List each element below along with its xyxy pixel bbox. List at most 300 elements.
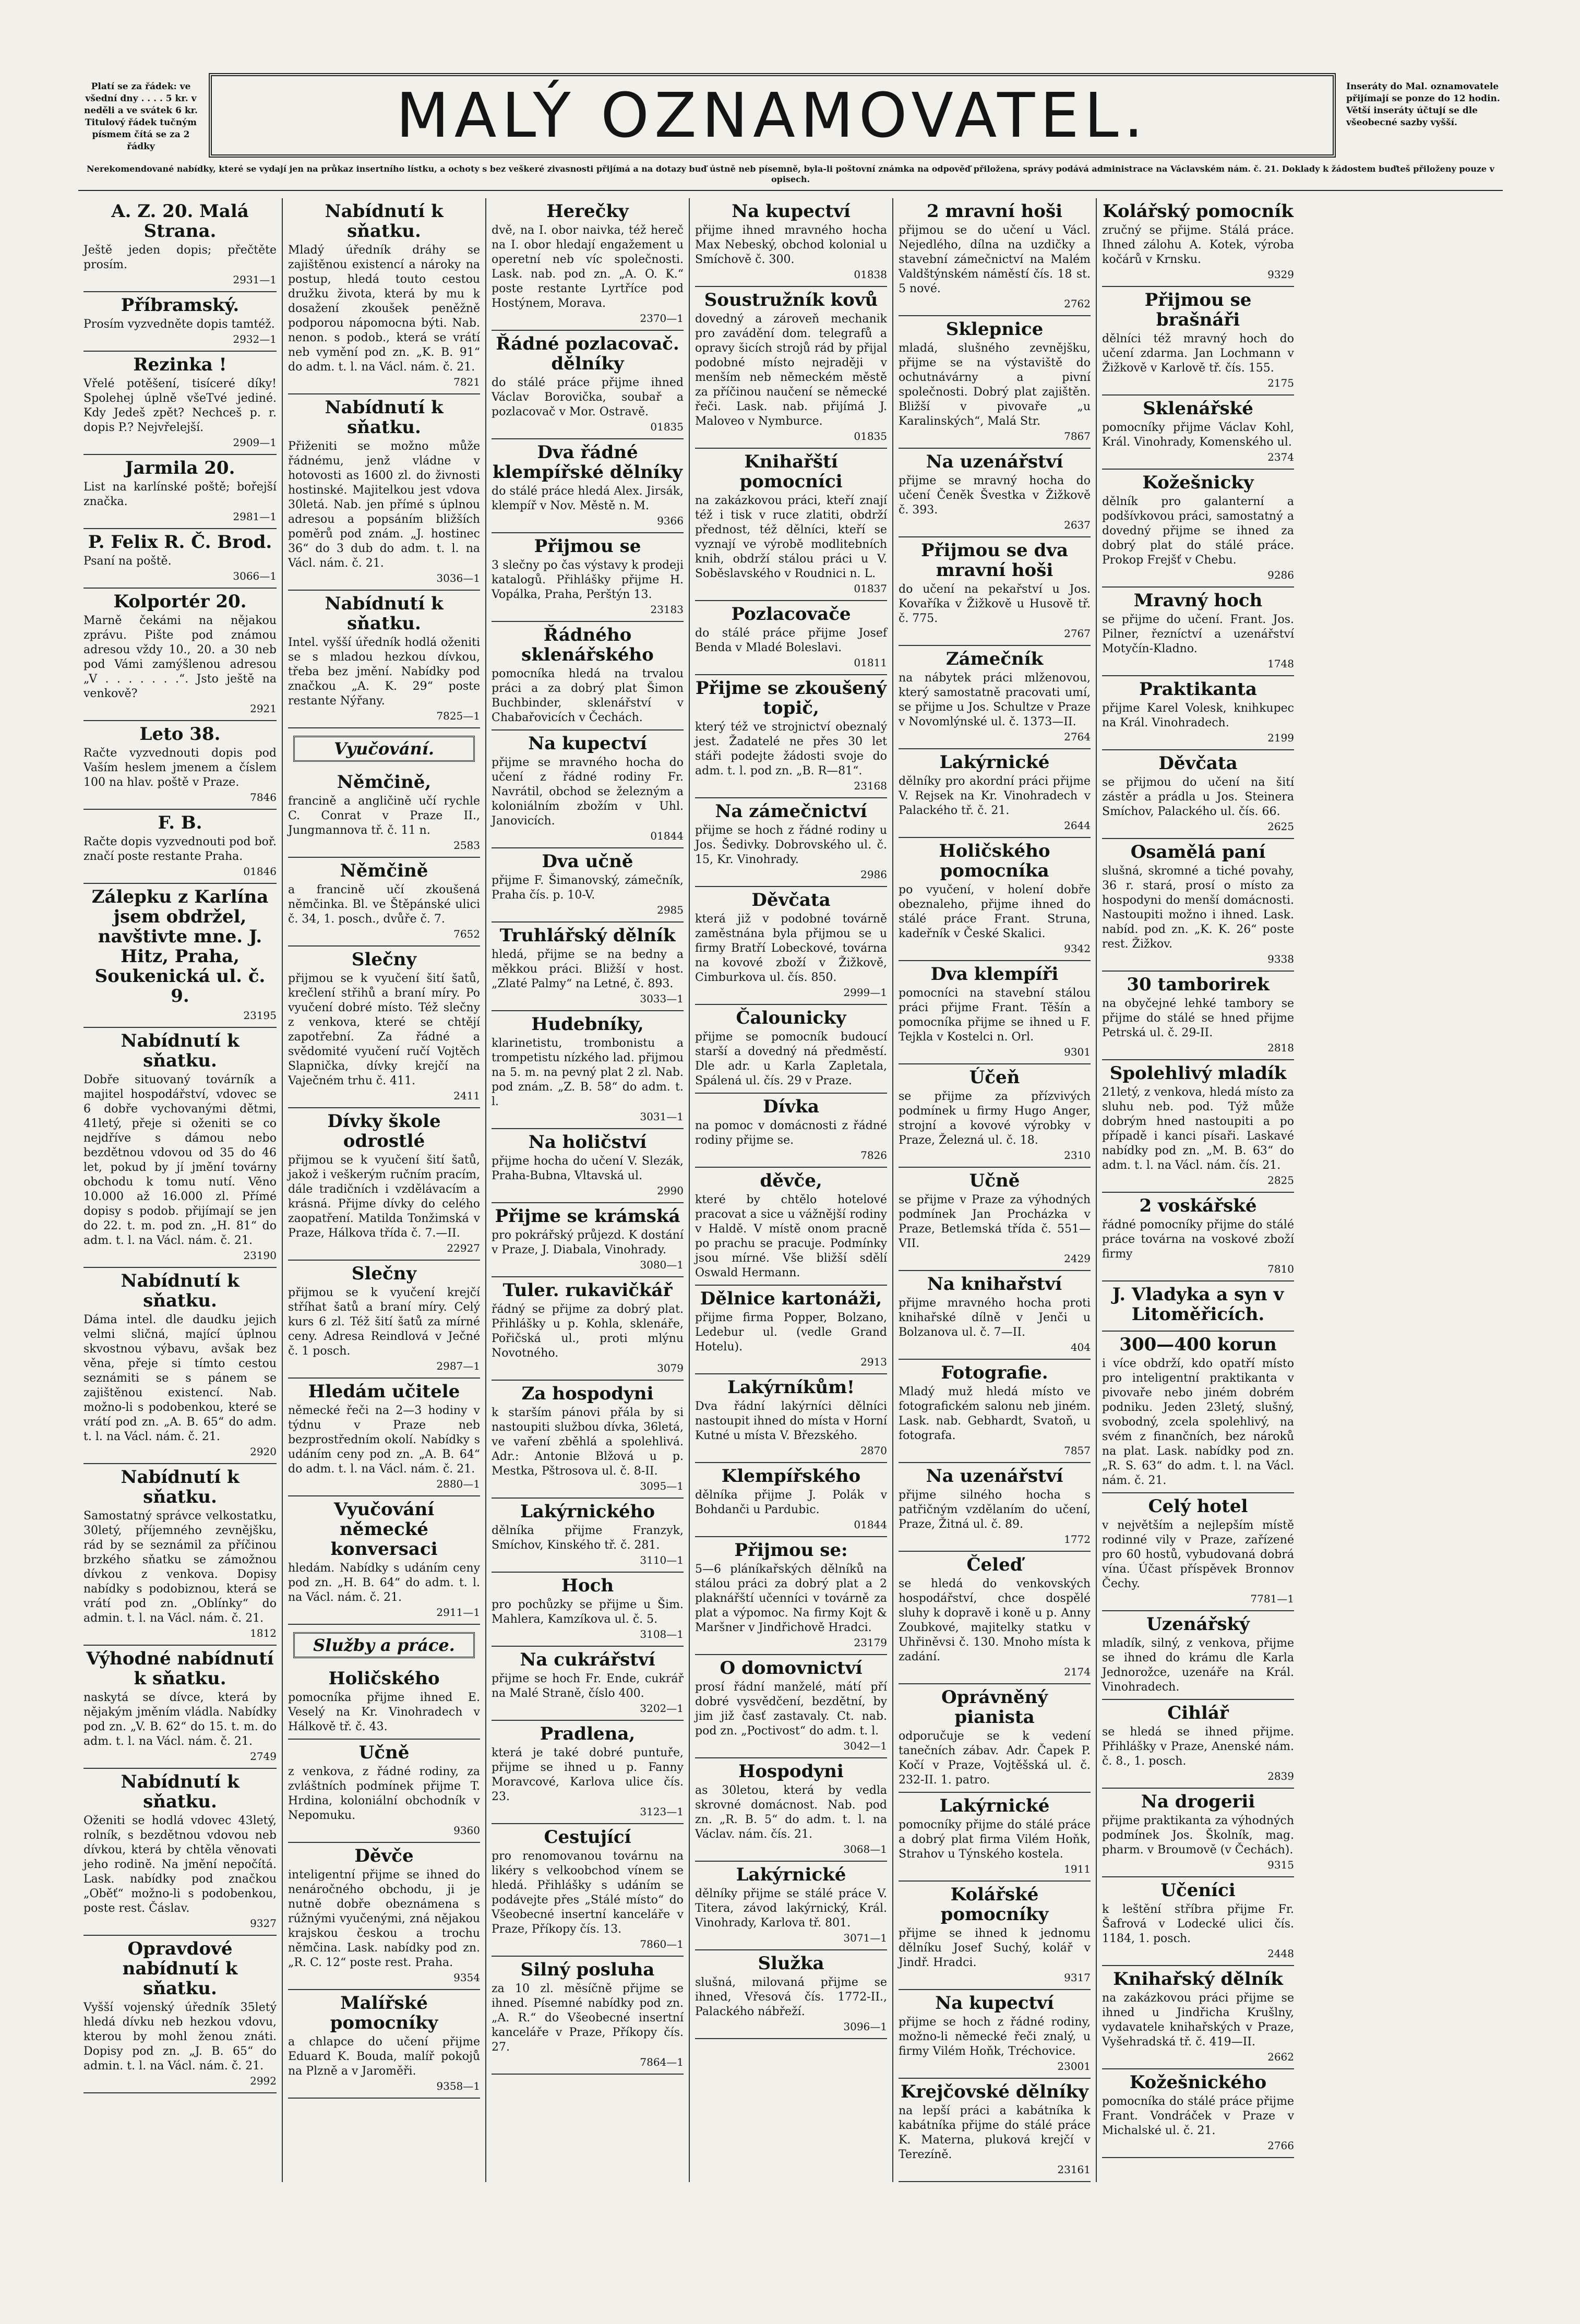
ad-text: která je také dobré puntuře, přijme se ihned u p. Fanny Moravcové, Karlova ulice čís. 23. xyxy=(492,1746,684,1803)
ad-text: za 10 zl. měsíčně přijme se ihned. Písemné nabídky pod zn. „A. R.“ do Všeobecné insertní kanceláře v Praze, Příkopy čís. 27. xyxy=(492,1982,684,2054)
ad-title: 300—400 korun xyxy=(1119,1334,1277,1355)
ad-number: 2990 xyxy=(657,1184,684,1197)
classified-ad xyxy=(83,352,277,455)
ad-title: 30 tamborirek xyxy=(1127,974,1270,995)
classified-ad xyxy=(83,1936,277,2093)
ad-title: Uzenářský xyxy=(1146,1614,1250,1635)
ad-number: 3095—1 xyxy=(640,1480,684,1492)
classified-ad xyxy=(899,838,1091,961)
classified-ad xyxy=(83,884,277,1028)
ad-title: Na kupectví xyxy=(935,1993,1054,2014)
classified-ad xyxy=(899,537,1091,646)
classified-ad xyxy=(83,455,277,529)
ad-title: Na holičství xyxy=(528,1132,647,1153)
ad-title: A. Z. 20. Malá Strana. xyxy=(111,201,249,242)
classified-ad xyxy=(899,1882,1091,1990)
ad-number: 01844 xyxy=(854,1518,887,1531)
title-frame xyxy=(209,73,1336,158)
ad-text: naskytá se dívce, která by nějakým jměním vládla. Nabídky pod zn. „V. B. 62“ do 15. t. m. do adm. t. l. na Václ. nám. č. 21. xyxy=(83,1691,277,1748)
ad-title: Děvčata xyxy=(751,890,831,911)
ad-title: Malířské pomocníky xyxy=(330,1993,438,2033)
classified-ad xyxy=(492,1957,684,2075)
ad-number: 2625 xyxy=(1267,820,1294,833)
ad-text: dělníka přijme J. Polák v Bohdanči u Pardubic. xyxy=(695,1489,887,1516)
classified-ad xyxy=(899,1684,1091,1793)
ad-text: Ještě jeden dopis; přečtěte prosím. xyxy=(83,244,277,271)
ad-text: do stálé práce přijme Josef Benda v Mladé Boleslavi. xyxy=(695,627,887,654)
classified-ad xyxy=(83,721,277,810)
classified-ad xyxy=(83,292,277,352)
column-4 xyxy=(689,198,892,2182)
ad-title: Oprávněný pianista xyxy=(941,1687,1048,1728)
ad-number: 9315 xyxy=(1267,1859,1294,1871)
ad-text: v největším a nejlepším místě rodinné vily v Praze, zařízené pro 60 hostů, vybudovaná dobrá vína. Účast příspěvek Bronnov Čechy. xyxy=(1102,1519,1294,1590)
ad-text: pomocníka přijme ihned E. Veselý na Kr. Vinohradech v Hálkově tř. č. 43. xyxy=(288,1691,480,1733)
ad-text: se přijmou do učení na šití zástěr a prádla u Jos. Steinera Smíchov, Palackého ul. čís. 66. xyxy=(1102,776,1294,818)
ad-text: se přijme za přízvivých podmínek u firmy Hugo Anger, strojní a kovové výrobky v Praze, Železná ul. č. 18. xyxy=(899,1090,1091,1147)
ad-title: Holičského pomocníka xyxy=(939,841,1050,881)
ad-text: dělníky přijme se stálé práce V. Titera, závod lakýrnický, Král. Vinohrady, Karlova tř. 801. xyxy=(695,1887,887,1930)
ad-number: 3042—1 xyxy=(843,1740,887,1752)
ad-number: 9338 xyxy=(1267,953,1294,965)
ad-text: na nábytek práci mlženovou, který samostatně pracovati umí, se přijme u Jos. Schultze v Praze v Novomlýnské ul. č. 1373—II. xyxy=(899,672,1091,728)
ad-text: se hledá se ihned přijme. Přihlášky v Praze, Anenské nám. č. 8., 1. posch. xyxy=(1102,1726,1294,1768)
ad-text: a francině učí zkoušená němčinka. Bl. ve Štěpánské ulici č. 34, 1. posch., dvůře č. 7. xyxy=(288,883,480,926)
ad-text: dělník pro galanterní a podšívkovou práci, samostatný a dovedný přijme se ihned za dobrý plat do stálé práce. Prokop Frejšť v Chebu. xyxy=(1102,495,1294,567)
ad-title: Nabídnutí k sňatku. xyxy=(325,201,444,242)
classified-ad xyxy=(288,1666,480,1740)
classified-ad xyxy=(492,923,684,1011)
ad-title: F. B. xyxy=(158,812,202,833)
ad-number: 01838 xyxy=(854,268,887,281)
classified-ad xyxy=(492,1824,684,1957)
ad-title: Nabídnutí k sňatku. xyxy=(121,1271,240,1311)
classified-ad xyxy=(492,1129,684,1203)
ad-text: Vřelé potěšení, tisíceré díky! Spolehej úplně všeTvé jediné. Kdy Jedeš zpět? Nechceš p. r. dopis P.? Nejvřelejší. xyxy=(83,377,277,434)
ad-text: pomocníci na stavební stálou práci přijme Frant. Těšín a pomocníka přijme se ihned u F. Tejkla v Kostelci n. Orl. xyxy=(899,987,1091,1044)
insertion-info-box: Inseráty do Mal. oznamovatele přijímají se ponze do 12 hodin. Větší inseráty účtují se dle všeobecné sazby vyšší. xyxy=(1346,81,1500,128)
classified-ad xyxy=(899,1168,1091,1271)
classified-ad xyxy=(899,1793,1091,1882)
classified-ad xyxy=(492,1721,684,1824)
ad-title: Spolehlivý mladík xyxy=(1109,1063,1287,1084)
ad-title: Lakýrnické xyxy=(939,1795,1050,1816)
classified-ad xyxy=(492,1203,684,1277)
ad-text: přijme se mravný hocha do učení Čeněk Švestka v Žižkově č. 393. xyxy=(899,474,1091,517)
ad-title: Cihlář xyxy=(1167,1703,1229,1723)
ad-title: Nabídnutí k sňatku. xyxy=(121,1031,240,1071)
ad-text: Oženiti se hodlá vdovec 43letý, rolník, s bezdětnou vdovou neb dívkou, která by chtěla věnovati jeho rodině. Na jmění nepočítá. Lask. nabídky pod značkou „Oběť“ možno-li s podobenkou, poste rest. Čáslav. xyxy=(83,1814,277,1915)
ad-text: francině a angličině učí rychle C. Conrat v Praze II., Jungmannova tř. č. 11 n. xyxy=(288,795,480,837)
column-2 xyxy=(282,198,485,2182)
ad-title: Opravdové nabídnutí k sňatku. xyxy=(122,1938,238,1999)
ad-number: 1911 xyxy=(1064,1863,1091,1875)
classified-ad xyxy=(899,1271,1091,1360)
ad-number: 23190 xyxy=(243,1249,277,1262)
ad-title: Pozlacovače xyxy=(731,604,851,625)
ad-text: hledá, přijme se na bedny a měkkou práci. Bližší v host. „Zlaté Palmy“ na Letné, č. 893. xyxy=(492,948,684,990)
ad-title: Tuler. rukavičkář xyxy=(502,1280,673,1301)
ad-number: 1772 xyxy=(1064,1533,1091,1546)
newspaper-page xyxy=(78,57,1503,2182)
ad-number: 23001 xyxy=(1057,2060,1091,2073)
ad-text: které by chtělo hotelové pracovat a sice u vážnější rodiny v Haldě. V místě onom pracně po prachu se pracuje. Podmínky jsou mírné. Vše bližší sdělí Oswald Hermann. xyxy=(695,1193,887,1279)
ad-number: 2909—1 xyxy=(233,436,277,449)
ad-text: přijme se hoch z řádné rodiny u Jos. Šedivky. Dobrovského ul. č. 15, Kr. Vinohrady. xyxy=(695,824,887,866)
ad-title: Nabídnutí k sňatku. xyxy=(325,397,444,438)
ad-title: Sklenářské xyxy=(1143,398,1253,419)
ad-number: 2749 xyxy=(250,1750,277,1763)
classified-ad xyxy=(83,810,277,884)
ad-number: 23183 xyxy=(650,603,684,616)
classified-ad xyxy=(83,1646,277,1769)
ad-number: 2870 xyxy=(860,1444,887,1457)
classified-ad xyxy=(695,675,887,798)
ad-title: Jarmila 20. xyxy=(125,458,235,478)
ad-title: Dívka xyxy=(763,1096,819,1117)
ad-title: Služka xyxy=(758,1953,824,1974)
ad-text: na lepší práci a kabátníka k kabátníka přijme do stálé práce K. Materna, pluková krejčí v Terezíně. xyxy=(899,2104,1091,2161)
ad-title: Klempířského xyxy=(721,1466,861,1487)
ad-title: Dělnice kartonáži, xyxy=(700,1288,882,1309)
ad-title: Praktikanta xyxy=(1139,679,1257,700)
ad-title: P. Felix R. Č. Brod. xyxy=(88,532,272,553)
ad-title: 2 voskářské xyxy=(1139,1195,1257,1216)
classified-ad xyxy=(83,589,277,721)
ad-text: Samostatný správce velkostatku, 30letý, příjemného zevnějšku, rád by se seznámil za příčinou brzkého sňatku se zámožnou dívkou z venkova. Dopisy nabídky s podobiznou, která se vrátí pod zn. „Oblínky“ do admin. t. l. na Václ. nám. č. 21. xyxy=(83,1510,277,1625)
classified-ad xyxy=(1102,1193,1294,1281)
ad-text: přijme hocha do učení V. Slezák, Praha-Bubna, Vltavská ul. xyxy=(492,1155,684,1182)
ad-number: 01837 xyxy=(854,582,887,595)
ad-text: pomocníky přijme Václav Kohl, Král. Vinohrady, Komenského ul. xyxy=(1102,421,1294,449)
ad-text: pro pokrářský průjezd. K dostání v Praze, J. Diabala, Vinohrady. xyxy=(492,1229,684,1256)
ad-number: 2175 xyxy=(1267,377,1294,389)
ad-number: 2880—1 xyxy=(436,1478,480,1490)
ad-text: po vyučení, v holení dobře obeznaleho, přijme ihned do stálé práce Frant. Struna, kadeřník v České Skalici. xyxy=(899,883,1091,940)
ad-title: Čeleď xyxy=(966,1554,1023,1575)
classified-ad xyxy=(1102,470,1294,588)
ad-text: Račte dopis vyzvednouti pod boř. značí poste restante Praha. xyxy=(83,835,277,863)
classified-ad xyxy=(899,1463,1091,1552)
ad-title: Děvče xyxy=(354,1846,414,1866)
ad-text: na pomoc v domácnosti z řádné rodiny přijme se. xyxy=(695,1119,887,1147)
ad-text: Mladý muž hledá místo ve fotografickém salonu neb jiném. Lask. nab. Gebhardt, Svatoň, u fotografa. xyxy=(899,1385,1091,1442)
ad-text: hledám. Nabídky s udáním ceny pod zn. „H. B. 64“ do adm. t. l. na Václ. nám. č. 21. xyxy=(288,1562,480,1604)
ad-number: 3079 xyxy=(657,1362,684,1374)
ad-title: Zámečník xyxy=(945,649,1044,669)
ad-number: 2818 xyxy=(1267,1041,1294,1054)
section-heading: Vyučování. xyxy=(293,736,475,762)
classified-ad xyxy=(695,1862,887,1950)
ad-text: přijme mravného hocha proti knihařské dílně v Jenči u Bolzanova ul. č. 7—II. xyxy=(899,1297,1091,1339)
classified-ad xyxy=(492,848,684,923)
classified-ad xyxy=(1102,1060,1294,1193)
column-3 xyxy=(485,198,689,2182)
classified-ad xyxy=(288,1740,480,1843)
ad-text: do učení na pekařství u Jos. Kovaříka v Žižkově u Husově tř. č. 775. xyxy=(899,583,1091,625)
ad-text: slušná, milovaná přijme se ihned, Vřesová čís. 1772-II., Palackého nábřeží. xyxy=(695,1976,887,2018)
ad-title: Rezinka ! xyxy=(133,354,227,375)
ad-number: 23161 xyxy=(1057,2163,1091,2176)
ad-title: Lakýrníkům! xyxy=(727,1377,855,1398)
ad-text: Přiženiti se možno může řádnému, jenž vládne v hotovosti as 1600 zl. do živnosti hostinské. Majitelkou jest vdova 30letá. Nab. jen přímé s úplnou adresou a popsáním bližších poměrů pod znám. „J. hostinec 36“ do 3 dub do adm. t. l. na Václ. nám. č. 21. xyxy=(288,440,480,570)
ad-number: 2987—1 xyxy=(436,1360,480,1372)
ad-title: Celý hotel xyxy=(1148,1496,1248,1517)
ad-number: 3066—1 xyxy=(233,570,277,582)
ad-text: Psaní na poště. xyxy=(83,555,172,568)
ad-text: přijme firma Popper, Bolzano, Ledebur ul. (vedle Grand Hotelu). xyxy=(695,1311,887,1353)
ad-number: 01846 xyxy=(243,865,277,878)
ad-text: německé řeči na 2—3 hodiny v týdnu v Praze neb bezprostředním okolí. Nabídky s udáním ceny pod zn. „A. B. 64“ do adm. t. l. na Václ. nám. č. 21. xyxy=(288,1404,480,1476)
ad-title: Lakýrnické xyxy=(736,1864,846,1885)
ad-number: 3123—1 xyxy=(640,1805,684,1818)
classified-ad xyxy=(492,439,684,533)
ad-text: Dáma intel. dle daudku jejich velmi sličná, mající úplnou skvostnou výbavu, avšak bez věna, přeje si tímto cestou seznámiti se s pánem se zajištěnou existencí. Nab. možno-li s podobenkou, které se vrátí pod zn. „A. B. 65“ do adm. t. l. na Václ. nám. č. 21. xyxy=(83,1313,277,1443)
ad-text: přijme ihned mravného hocha Max Nebeský, obchod kolonial u Smíchově č. 300. xyxy=(695,224,887,266)
ad-number: 2374 xyxy=(1267,451,1294,463)
classified-ad xyxy=(83,1028,277,1268)
ad-text: Prosím vyzvedněte dopis tamtéž. xyxy=(83,318,275,331)
ad-text: na zakázkovou práci přijme se ihned u Jindřicha Krušlny, vydavatele knihařských v Praze, Vyšehradská tř. č. 419—II. xyxy=(1102,1992,1294,2049)
ad-number: 3071—1 xyxy=(843,1932,887,1944)
ad-text: slušná, skromné a tiché povahy, 36 r. stará, prosí o místo za hospodyni do menší domácnosti. Nastoupiti možno i ihned. Lask. nabíd. pod zn. „K. K. 26“ poste rest. Žižkov. xyxy=(1102,865,1294,951)
ad-text: přijmou se do učení u Václ. Nejedlého, dílna na uzdičky a stavební zámečnictví na Malém Valdštýnském náměstí čís. 18 st. 5 nové. xyxy=(899,224,1091,295)
ad-text: dělníky pro akordní práci přijme V. Rejsek na Kr. Vinohradech v Palackého tř. č. 21. xyxy=(899,775,1091,817)
classified-ad xyxy=(1102,750,1294,839)
classified-ad xyxy=(695,1655,887,1758)
ad-text: Intel. vyšší úředník hodlá oženiti se s mladou hezkou dívkou, třeba bez jmění. Nabídky pod značkou „A. K. 29“ poste restante Nýřany. xyxy=(288,636,480,708)
classified-ad xyxy=(492,331,684,439)
ad-number: 9301 xyxy=(1064,1046,1091,1058)
ad-title: Řádného sklenářského xyxy=(521,625,654,665)
ad-text: List na karlínské poště; bořejší značka. xyxy=(83,481,277,508)
ad-text: se přijme do učení. Frant. Jos. Pilner, řezníctví a uzenářství Motyčín-Kladno. xyxy=(1102,613,1294,655)
ad-text: řádný se přijme za dobrý plat. Přihlášky u p. Kohla, sklenáře, Pořičská ul., proti mlýnu Novotného. xyxy=(492,1303,684,1360)
ad-title: Nabídnutí k sňatku. xyxy=(121,1467,240,1507)
ad-title: děvče, xyxy=(760,1170,822,1191)
ad-text: mladá, slušného zevnějšku, přijme se na výstaviště do ochutnávárny a pivní společnosti. Dobrý plat zajištěn. Bližší v pivovaře „u Karalinských“, Malá Str. xyxy=(899,342,1091,428)
ad-number: 7867 xyxy=(1064,430,1091,442)
ad-text: 5—6 pláníkařských dělníků na stálou práci za dobrý plat a 2 plaknářští učenníci v továrně za plat a výpomoc. Na firmy Kojt & Maršner v Jindřichově Hradci. xyxy=(695,1563,887,1634)
ad-number: 2911—1 xyxy=(436,1606,480,1619)
ad-title: Zálepku z Karlína jsem obdržel, navštivte mne. J. Hitz, Praha, Soukenická ul. č. 9. xyxy=(91,887,269,1007)
ad-number: 2637 xyxy=(1064,519,1091,531)
ad-text: dovedný a zároveň mechanik pro zavádění dom. telegrafů a opravy šicích strojů rád by přijal podobné místo nejraději v menším neb německém městě za příčinou naučení se německé řeči. Lask. nab. přijímá J. Maloveo v Nymburce. xyxy=(695,313,887,428)
ad-text: dělníka přijme Franzyk, Smíchov, Kinského tř. č. 281. xyxy=(492,1524,684,1552)
classified-ad xyxy=(492,1381,684,1499)
classified-ad xyxy=(695,1537,887,1655)
classified-ad xyxy=(695,601,887,675)
section-heading: Služby a práce. xyxy=(293,1632,475,1658)
ad-title: Za hospodyni xyxy=(521,1383,654,1404)
ad-number: 2766 xyxy=(1267,2139,1294,2152)
ad-number: 2921 xyxy=(250,702,277,715)
classified-ad xyxy=(1102,676,1294,750)
ad-number: 9286 xyxy=(1267,569,1294,581)
classified-ad xyxy=(1102,198,1294,287)
ad-text: pomocníka do stálé práce přijme Frant. Vondráček v Praze v Michalské ul. č. 21. xyxy=(1102,2095,1294,2137)
ad-text: zručný se přijme. Stálá práce. Ihned zálohu A. Kotek, výroba kočárů v Krnsku. xyxy=(1102,224,1294,266)
ad-number: 7810 xyxy=(1267,1263,1294,1275)
ad-text: i více obdrží, kdo opatří místo pro inteligentní praktikanta v pivovaře nebo jiném dobrém podniku. Jeden 23letý, slušný, svobodný, zcela spolehlivý, na svém z finančních, bez nároků na plat. Lask. nabídky pod zn. „R. S. 63“ do adm. t. l. na Václ. nám. č. 21. xyxy=(1102,1357,1294,1487)
classified-ad xyxy=(1102,1611,1294,1700)
ad-title: Lakýrnické xyxy=(939,752,1050,773)
ad-text: přijme silného hocha s patřičným vzdělaním do učení, Praze, Žitná ul. č. 89. xyxy=(899,1489,1091,1531)
ad-number: 9360 xyxy=(453,1824,480,1837)
ad-text: řádné pomocníky přijme do stálé práce továrna na voskové zboží firmy xyxy=(1102,1218,1294,1261)
ad-title: Řádné pozlacovač. dělníky xyxy=(496,333,679,374)
column-6 xyxy=(1096,198,1299,2182)
ad-text: Dva řádní lakýrníci dělníci nastoupit ihned do místa v Horní Kutné u místa V. Březského. xyxy=(695,1400,887,1442)
ad-text: pomocníky přijme do stálé práce a dobrý plat firma Vilém Hoňk, Strahov u Týnského kostela. xyxy=(899,1818,1091,1861)
classified-ad xyxy=(1102,287,1294,396)
classified-ad xyxy=(492,1647,684,1721)
ad-number: 2370—1 xyxy=(640,312,684,325)
ad-number: 7825—1 xyxy=(436,710,480,722)
classified-ad xyxy=(492,533,684,622)
ad-number: 2981—1 xyxy=(233,510,277,523)
classified-ad xyxy=(695,1374,887,1463)
ad-number: 9358—1 xyxy=(436,2080,480,2092)
ad-title: Silný posluha xyxy=(520,1959,655,1980)
ad-title: Kožešnického xyxy=(1129,2072,1267,2093)
ad-number: 01835 xyxy=(650,421,684,433)
ad-number: 404 xyxy=(1070,1341,1091,1353)
classified-ad xyxy=(695,1758,887,1862)
ad-text: 21letý, z venkova, hledá místo za sluhu neb. pod. Týž může dobrým hned nastoupiti a po případě i kanci písaři. Laskavé nabídky pod zn. „M. B. 63“ do adm. t. l. na Václ. nám. čís. 21. xyxy=(1102,1086,1294,1172)
ad-title: Učně xyxy=(358,1742,410,1763)
ad-number: 9317 xyxy=(1064,1971,1091,1984)
ad-text: přijme se ihned k jednomu dělníku Josef Suchý, kolář v Jindř. Hradci. xyxy=(899,1927,1091,1969)
ad-number: 7826 xyxy=(860,1149,887,1161)
ad-text: k leštění stříbra přijme Fr. Šafrová v Lodecké ulici čís. 1184, 1. posch. xyxy=(1102,1903,1294,1945)
ad-text: který též ve strojnictví obeznalý jest. Žadatelé ne přes 30 let stáři podejte žádosti svoje do adm. t. l. pod zn. „B. R—81“. xyxy=(695,721,887,777)
ad-title: Na uzenářství xyxy=(926,1466,1063,1487)
ad-text: Dobře situovaný továrník a majitel hospodářství, vdovec se 6 dobře vychovanými dětmi, 41letý, přeje si oženiti se co nejdříve s dámou nebo bezdětnou vdovou od 35 do 46 let, pokud by jí jmění továrny obchodu k tomu nutí. Věno 10.000 až 16.000 zl. Přímé dopisy s podob. přijímají se jen do 22. t. m. pod zn. „H. 81“ do adm. t. l. na Václ. nám. č. 21. xyxy=(83,1073,277,1247)
ad-number: 7781—1 xyxy=(1250,1592,1294,1605)
ad-text: přijmou se k vyučení krejčí stříhat šatů a braní míry. Celý kurs 6 zl. Též šití šatů za mírné ceny. Adresa Reindlová v Ječné č. 1 posch. xyxy=(288,1286,480,1358)
ad-title: Učně xyxy=(969,1170,1020,1191)
ad-number: 23179 xyxy=(854,1636,887,1649)
ad-number: 7860—1 xyxy=(640,1938,684,1950)
ad-title: Kožešnicky xyxy=(1142,472,1254,493)
ad-title: Slečny xyxy=(351,1263,417,1284)
ad-number: 2762 xyxy=(1064,297,1091,310)
ad-text: přijme se hoch Fr. Ende, cukrář na Malé Straně, číslo 400. xyxy=(492,1672,684,1700)
ad-text: klarinetistu, trombonistu a trompetistu nízkého lad. přijmou na 5. m. na pevný plat 2 zl. Nab. pod znám. „Z. B. 58“ do adm. t. l. xyxy=(492,1037,684,1108)
ad-number: 2986 xyxy=(860,868,887,881)
ad-number: 3036—1 xyxy=(436,572,480,584)
classified-ad xyxy=(899,1360,1091,1463)
ad-number: 1812 xyxy=(250,1627,277,1639)
classified-ad xyxy=(1102,1700,1294,1789)
ad-title: Lakýrnického xyxy=(520,1501,655,1522)
ad-text: pro pochůzky se přijme u Šim. Mahlera, Kamzíkova ul. č. 5. xyxy=(492,1598,684,1626)
ad-text: pro renomovanou továrnu na likéry s velkoobchod vínem se hledá. Přihlášky s udáním se podávejte přes „Stálé místo“ do Všeobecné insertní kanceláře v Praze, Příkopy čís. 13. xyxy=(492,1850,684,1936)
ad-title: Čalounicky xyxy=(736,1008,846,1028)
ad-title: Výhodné nabídnutí k sňatku. xyxy=(86,1648,274,1689)
ad-title: Dva učně xyxy=(542,851,633,872)
ad-text: na zakázkovou práci, kteří znají též i tisk v ruce zlatiti, obdrží přednost, též dělníci, kteří se vyznají ve výrobě modlitebních knih, obdrží stálou práci u V. Soběslavského v Roudnici n. L. xyxy=(695,494,887,580)
ad-title: Němčině xyxy=(340,860,428,881)
ad-text: dvě, na I. obor naivka, též hereč na I. obor hledají engažement u operetní neb víc společnosti. Lask. nab. pod zn. „A. O. K.“ poste restante Lyrtříce pod Hostýnem, Morava. xyxy=(492,224,684,310)
classified-ad xyxy=(492,1573,684,1647)
ad-title: Nabídnutí k sňatku. xyxy=(325,593,444,634)
ad-text: přijmou se k vyučení šití šatů, jakož i veškerým ručním pracím, dále tradičních i vzdělávacím a krásná. Přijme dívky do celého zaopatření. Matilda Tonžimská v Praze, Hálkova třída č. 7.—II. xyxy=(288,1154,480,1240)
ad-number: 7846 xyxy=(250,791,277,804)
ad-number: 2174 xyxy=(1064,1666,1091,1678)
classified-ad xyxy=(899,449,1091,537)
classified-ad xyxy=(695,449,887,601)
classified-ad xyxy=(288,1843,480,1990)
classified-ad xyxy=(83,198,277,292)
ad-title: Přijmou se: xyxy=(734,1540,848,1561)
ad-number: 2839 xyxy=(1267,1770,1294,1782)
classified-ad xyxy=(695,887,887,1005)
ad-title: O domovnictví xyxy=(720,1658,863,1679)
ad-number: 7652 xyxy=(453,928,480,940)
ad-text: as 30letou, která by vedla skrovné domácnost. Nab. pod zn. „R. B. 5“ do adm. t. l. na Václav. nám. čís. 21. xyxy=(695,1784,887,1841)
page-title: MALÝ OZNAMOVATEL. xyxy=(396,79,1149,151)
ad-text: se přijme v Praze za výhodných podmínek Jan Procházka v Praze, Betlemská třída č. 551—VII. xyxy=(899,1193,1091,1250)
classified-ad xyxy=(1102,1281,1294,1332)
ad-number: 2913 xyxy=(860,1356,887,1368)
classified-ad xyxy=(288,591,480,728)
classified-ad xyxy=(83,529,277,589)
ad-text: Mladý úředník dráhy se zajištěnou existencí a nároky na postup, hledá touto cestou družku života, která by mu k dosažení zkoušek peněžně podporou nápomocna býti. Nab. nenon. s podob., která se vrátí neb vymění pod zn. „K. B. 91“ do adm. t. l. na Václ. nám. č. 21. xyxy=(288,244,480,374)
classified-ad xyxy=(288,858,480,947)
classified-ad xyxy=(492,730,684,848)
ad-title: Knihařský dělník xyxy=(1113,1969,1283,1990)
classified-ad xyxy=(288,394,480,591)
ad-number: 22927 xyxy=(447,1242,480,1254)
ad-text: z venkova, z řádné rodiny, za zvláštních podmínek přijme T. Hrdina, koloniální obchodník v Nepomuku. xyxy=(288,1765,480,1822)
ad-title: Truhlářský dělník xyxy=(499,925,676,946)
classified-ad xyxy=(492,622,684,730)
classified-ad xyxy=(83,1769,277,1936)
ad-title: Příbramský. xyxy=(121,295,240,316)
ad-number: 2764 xyxy=(1064,730,1091,743)
ad-title: Přijme se krámská xyxy=(495,1206,680,1227)
ad-text: se hledá do venkovských hospodářství, chce dospělé sluhy k dopravě i koně u p. Anny Zoubkové, majitelky statku v Uhřiněvsi č. 130. Mnoho místa k zadání. xyxy=(899,1577,1091,1663)
ad-number: 2992 xyxy=(250,2075,277,2087)
ad-text: mladík, silný, z venkova, přijme se ihned do krámu dle Karla Jednorožce, uzenáře na Král. Vinohradech. xyxy=(1102,1637,1294,1694)
masthead xyxy=(78,57,1503,162)
ad-title: Na kupectví xyxy=(732,201,851,222)
classified-ad xyxy=(1102,588,1294,676)
ad-number: 7864—1 xyxy=(640,2056,684,2068)
classified-ad xyxy=(288,769,480,858)
ad-number: 23195 xyxy=(243,1009,277,1022)
classified-ad xyxy=(492,1011,684,1129)
ad-text: přijmou se k vyučení šití šatů, krečlení střihů a braní míry. Po vyučení dobré místo. Též slečny z venkova, které se chtějí zapotřební. Za řádné a svědomité vyučení ručí Vojtěch Slapnička, dívky krejčí na Vaječném trhu č. 411. xyxy=(288,972,480,1087)
ad-number: 2199 xyxy=(1267,732,1294,744)
ad-number: 3110—1 xyxy=(640,1554,684,1566)
classified-ad xyxy=(1102,839,1294,972)
classified-ad xyxy=(1102,1789,1294,1877)
ad-number: 9329 xyxy=(1267,268,1294,281)
ad-number: 01835 xyxy=(854,430,887,442)
ad-text: která již v podobné továrně zaměstnána byla přijmou se u firmy Bratří Lobeckové, továrna na kovové zboží v Žižkově, Cimburkova ul. čís. 850. xyxy=(695,913,887,984)
ad-number: 3033—1 xyxy=(640,992,684,1005)
ad-title: Hledám učitele xyxy=(308,1381,460,1402)
ad-title: Dva klempíři xyxy=(930,964,1059,985)
ad-number: 7857 xyxy=(1064,1444,1091,1457)
ad-title: Leto 38. xyxy=(139,724,221,745)
ad-title: Přijmou se xyxy=(534,536,641,557)
classified-ad xyxy=(288,1990,480,2099)
classified-ad xyxy=(899,1552,1091,1684)
